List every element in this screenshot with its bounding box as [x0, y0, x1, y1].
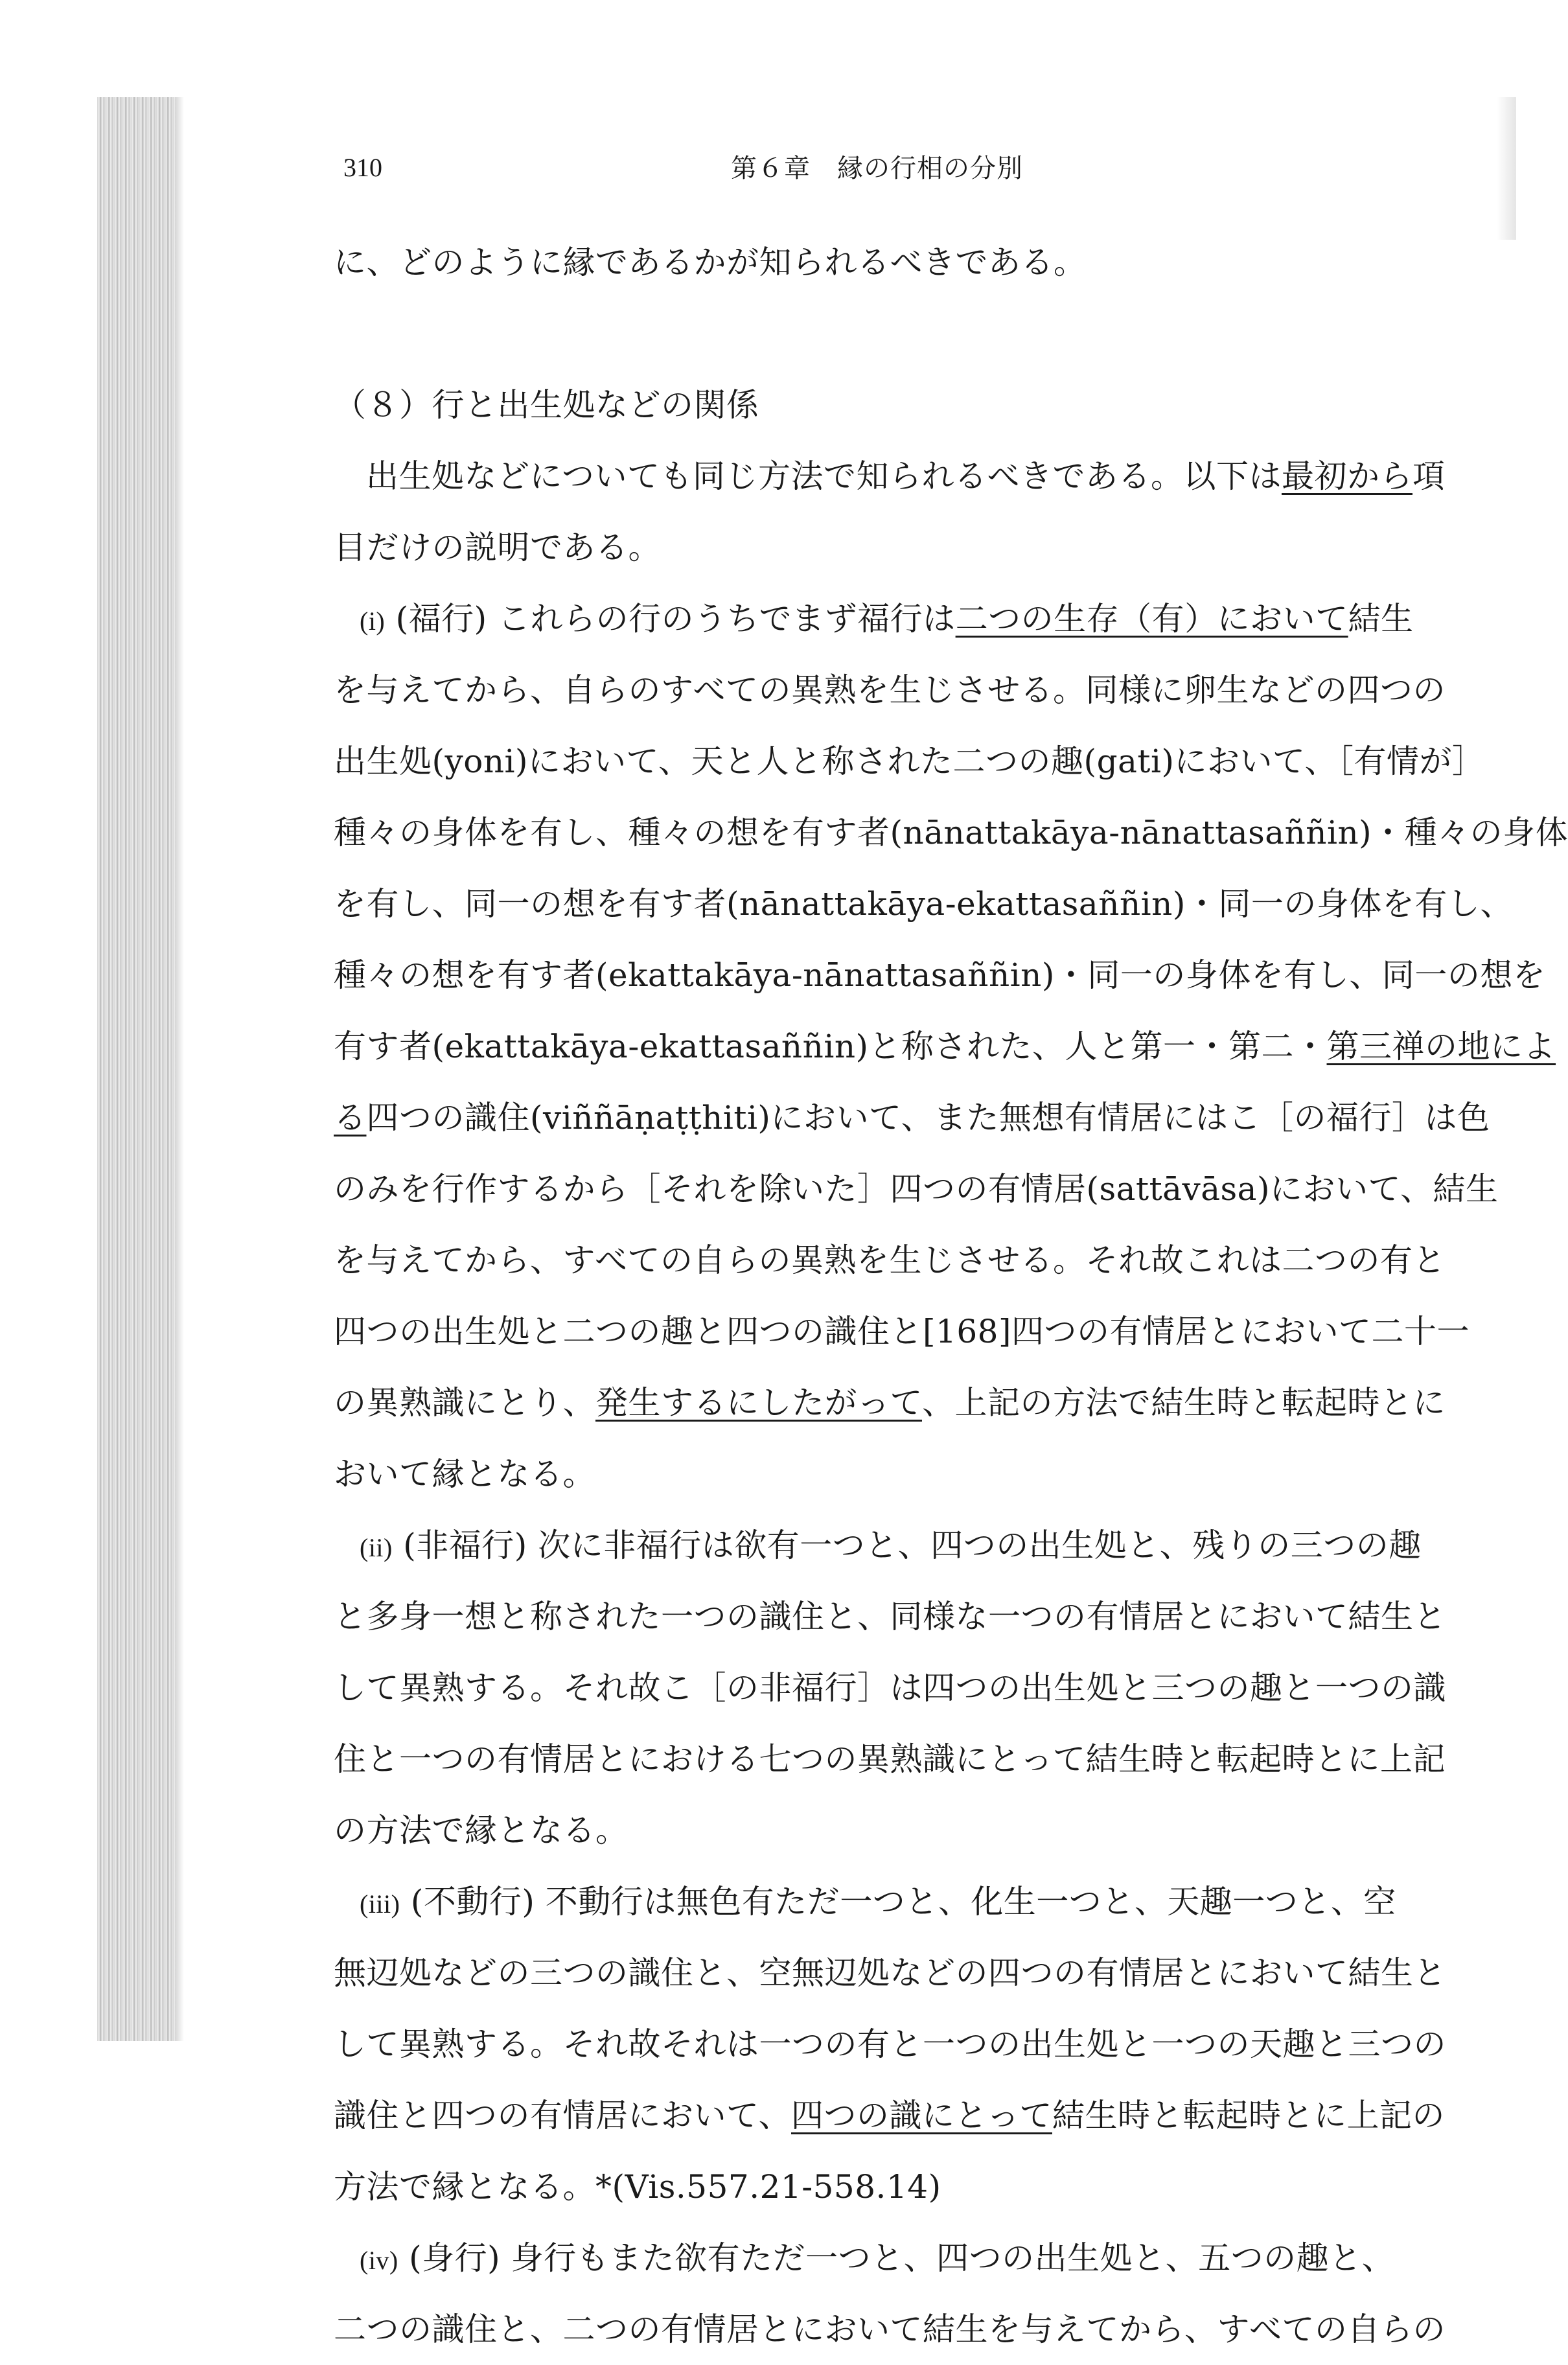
- item-number: (iv): [360, 2246, 398, 2275]
- text-line: を与えてから、自らのすべての異熟を生じさせる。同様に卵生などの四つの: [334, 671, 1446, 709]
- text-span: 識住と四つの有情居において、: [334, 2097, 791, 2134]
- text-span: 四つの識住(viññāṇaṭṭhiti)において、また無想有情居にはこ［の福行］は色: [366, 1099, 1490, 1136]
- text-line: [334, 441, 1446, 512]
- text-line: 種々の想を有す者(ekattakāya-nānattasaññin)・同一の身体を有し、同一の想を: [334, 956, 1546, 994]
- text-line: 目だけの説明である。: [334, 529, 661, 566]
- text-span: 次に非福行は欲有一つと、四つの出生処と、残りの三つの趣: [527, 1527, 1422, 1564]
- scan-corner-shade: [1497, 97, 1516, 240]
- item-heading: (非福行): [403, 1527, 527, 1564]
- text-line: [334, 2222, 1435, 2294]
- body-text: [334, 227, 1568, 2365]
- underlined-text: 四つの識にとって: [791, 2097, 1052, 2134]
- underlined-text: る: [334, 1099, 367, 1136]
- text-line: に、どのように縁であるかが知られるべきである。: [334, 244, 1087, 281]
- text-span: これらの行のうちでまず福行は: [487, 600, 956, 638]
- text-line: 無辺処などの三つの識住と、空無辺処などの四つの有情居とにおいて結生と: [334, 1954, 1446, 1992]
- text-line: して異熟する。それ故こ［の非福行］は四つの出生処と三つの趣と一つの識: [334, 1669, 1446, 1707]
- text-line: [334, 1510, 1435, 1581]
- text-line: [334, 1082, 1490, 1153]
- item-heading: (身行): [409, 2239, 501, 2277]
- item-number: (i): [360, 606, 386, 636]
- item-number: (ii): [360, 1533, 393, 1562]
- text-line: [334, 1866, 1435, 1937]
- scan-binding-shadow: [97, 97, 175, 2041]
- text-span: 、上記の方法で結生時と転起時とに: [922, 1384, 1446, 1422]
- text-line: を有し、同一の想を有す者(nānattakāya-ekattasaññin)・同一の身体を有し、: [334, 885, 1513, 923]
- underlined-text: 最初から: [1282, 457, 1412, 495]
- text-line: [334, 1011, 1556, 1082]
- text-line: [334, 583, 1435, 654]
- text-line: 種々の身体を有し、種々の想を有す者(nānattakāya-nānattasaññin)・種々の身体: [334, 814, 1568, 851]
- page-number: 310: [343, 153, 382, 182]
- text-line: 四つの出生処と二つの趣と四つの識住と[168]四つの有情居とにおいて二十一: [334, 1313, 1470, 1350]
- text-line: を与えてから、すべての自らの異熟を生じさせる。それ故これは二つの有と: [334, 1241, 1446, 1279]
- text-line: [334, 1367, 1446, 1438]
- item-heading: (福行): [395, 600, 487, 638]
- text-span: 項: [1412, 457, 1446, 495]
- item-heading: (不動行): [410, 1883, 535, 1921]
- scan-binding-edge: [175, 97, 184, 2041]
- text-line: 二つの識住と、二つの有情居とにおいて結生を与えてから、すべての自らの: [334, 2311, 1446, 2348]
- text-line: の方法で縁となる。: [334, 1812, 628, 1849]
- text-span: の異熟識にとり、: [334, 1384, 595, 1422]
- underlined-text: 発生するにしたがって: [595, 1384, 922, 1422]
- text-line: して異熟する。それ故それは一つの有と一つの出生処と一つの天趣と三つの: [334, 2025, 1446, 2063]
- text-line: おいて縁となる。: [334, 1455, 595, 1493]
- text-line: 出生処(yoni)において、天と人と称された二つの趣(gati)において、［有情が］: [334, 743, 1485, 780]
- item-number: (iii): [360, 1889, 400, 1919]
- text-span: 身行もまた欲有ただ一つと、四つの出生処と、五つの趣と、: [500, 2239, 1395, 2277]
- section-heading: （８）行と出生処などの関係: [334, 386, 759, 424]
- underlined-text: 二つの生存（有）において: [955, 600, 1348, 638]
- text-span: 結生: [1348, 600, 1414, 638]
- underlined-text: 第三禅の地によ: [1326, 1028, 1556, 1065]
- text-line: [334, 2080, 1445, 2151]
- text-line: 住と一つの有情居とにおける七つの異熟識にとって結生時と転起時とに上記: [334, 1740, 1446, 1778]
- text-span: 結生時と転起時とに上記の: [1052, 2097, 1445, 2134]
- text-line: のみを行作するから［それを除いた］四つの有情居(sattāvāsa)において、結生: [334, 1170, 1499, 1208]
- text-span: 有す者(ekattakāya-ekattasaññin)と称された、人と第一・第二・: [334, 1028, 1327, 1065]
- running-head: 第６章 縁の行相の分別: [731, 154, 1023, 183]
- text-line: と多身一想と称された一つの識住と、同様な一つの有情居とにおいて結生と: [334, 1598, 1446, 1635]
- text-span: 出生処などについても同じ方法で知られるべきである。以下は: [366, 457, 1282, 495]
- text-span: 不動行は無色有ただ一つと、化生一つと、天趣一つと、空: [535, 1883, 1396, 1921]
- text-line: 方法で縁となる。*(Vis.557.21-558.14): [334, 2168, 941, 2206]
